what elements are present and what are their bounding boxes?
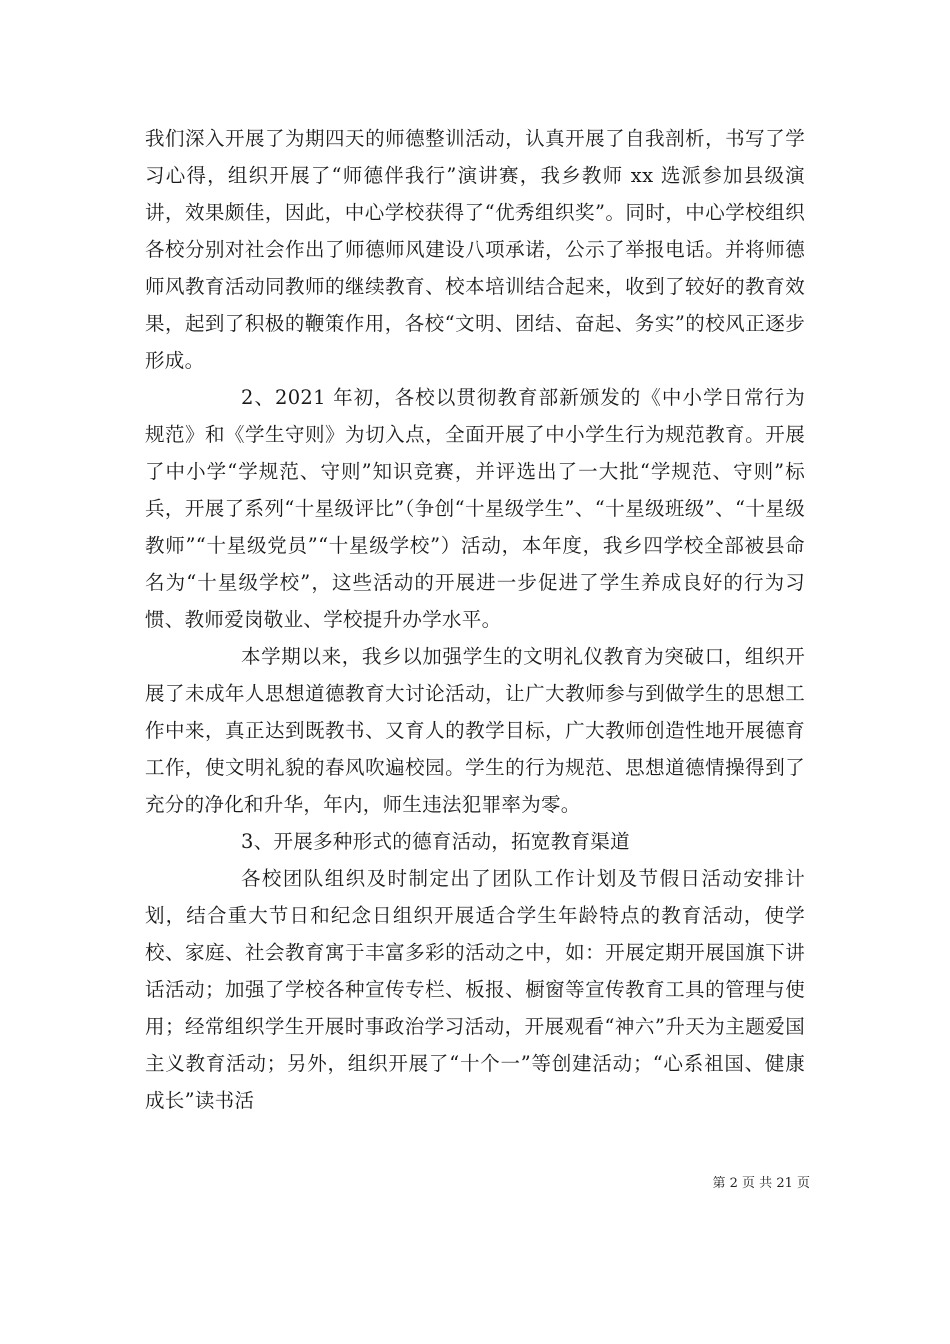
paragraph-1: 我们深入开展了为期四天的师德整训活动，认真开展了自我剖析，书写了学习心得，组织开展了“师德伴我行”演讲赛，我乡教师 xx 选派参加县级演讲，效果颇佳，因此，中心学校获得了“优秀组织奖”。同时，中心学校组织各校分别对社会作出了师德师风建设八项承诺，公示了举报电话。并将师德师风教育活动同教师的继续教育、校本培训结合起来，收到了较好的教育效果，起到了积极的鞭策作用，各校“文明、团结、奋起、务实”的校风正逐步形成。 — [145, 127, 805, 372]
section-heading-3: 3、开展多种形式的德育活动，拓宽教育渠道 — [241, 830, 630, 853]
page-number-footer: 第 2 页 共 21 页 — [712, 1176, 810, 1191]
document-body — [145, 120, 805, 1119]
paragraph-5: 各校团队组织及时制定出了团队工作计划及节假日活动安排计划，结合重大节日和纪念日组织开展适合学生年龄特点的教育活动，使学校、家庭、社会教育寓于丰富多彩的活动之中，如：开展定期开展国旗下讲话活动；加强了学校各种宣传专栏、板报、橱窗等宣传教育工具的管理与使用；经常组织学生开展时事政治学习活动，开展观看“神六”升天为主题爱国主义教育活动；另外，组织开展了“十个一”等创建活动；“心系祖国、健康成长”读书活 — [145, 867, 805, 1112]
paragraph-3: 本学期以来，我乡以加强学生的文明礼仪教育为突破口，组织开展了未成年人思想道德教育大讨论活动，让广大教师参与到做学生的思想工作中来，真正达到既教书、又育人的教学目标，广大教师创造性地开展德育工作，使文明礼貌的春风吹遍校园。学生的行为规范、思想道德情操得到了充分的净化和升华，年内，师生违法犯罪率为零。 — [145, 645, 805, 816]
paragraph-2: 2、2021 年初，各校以贯彻教育部新颁发的《中小学日常行为规范》和《学生守则》为切入点，全面开展了中小学生行为规范教育。开展了中小学“学规范、守则”知识竞赛，并评选出了一大批“学规范、守则”标兵，开展了系列“十星级评比”（争创“十星级学生”、“十星级班级”、“十星级教师”“十星级党员”“十星级学校”）活动，本年度，我乡四学校全部被县命名为“十星级学校”，这些活动的开展进一步促进了学生养成良好的行为习惯、教师爱岗敬业、学校提升办学水平。 — [145, 386, 805, 631]
